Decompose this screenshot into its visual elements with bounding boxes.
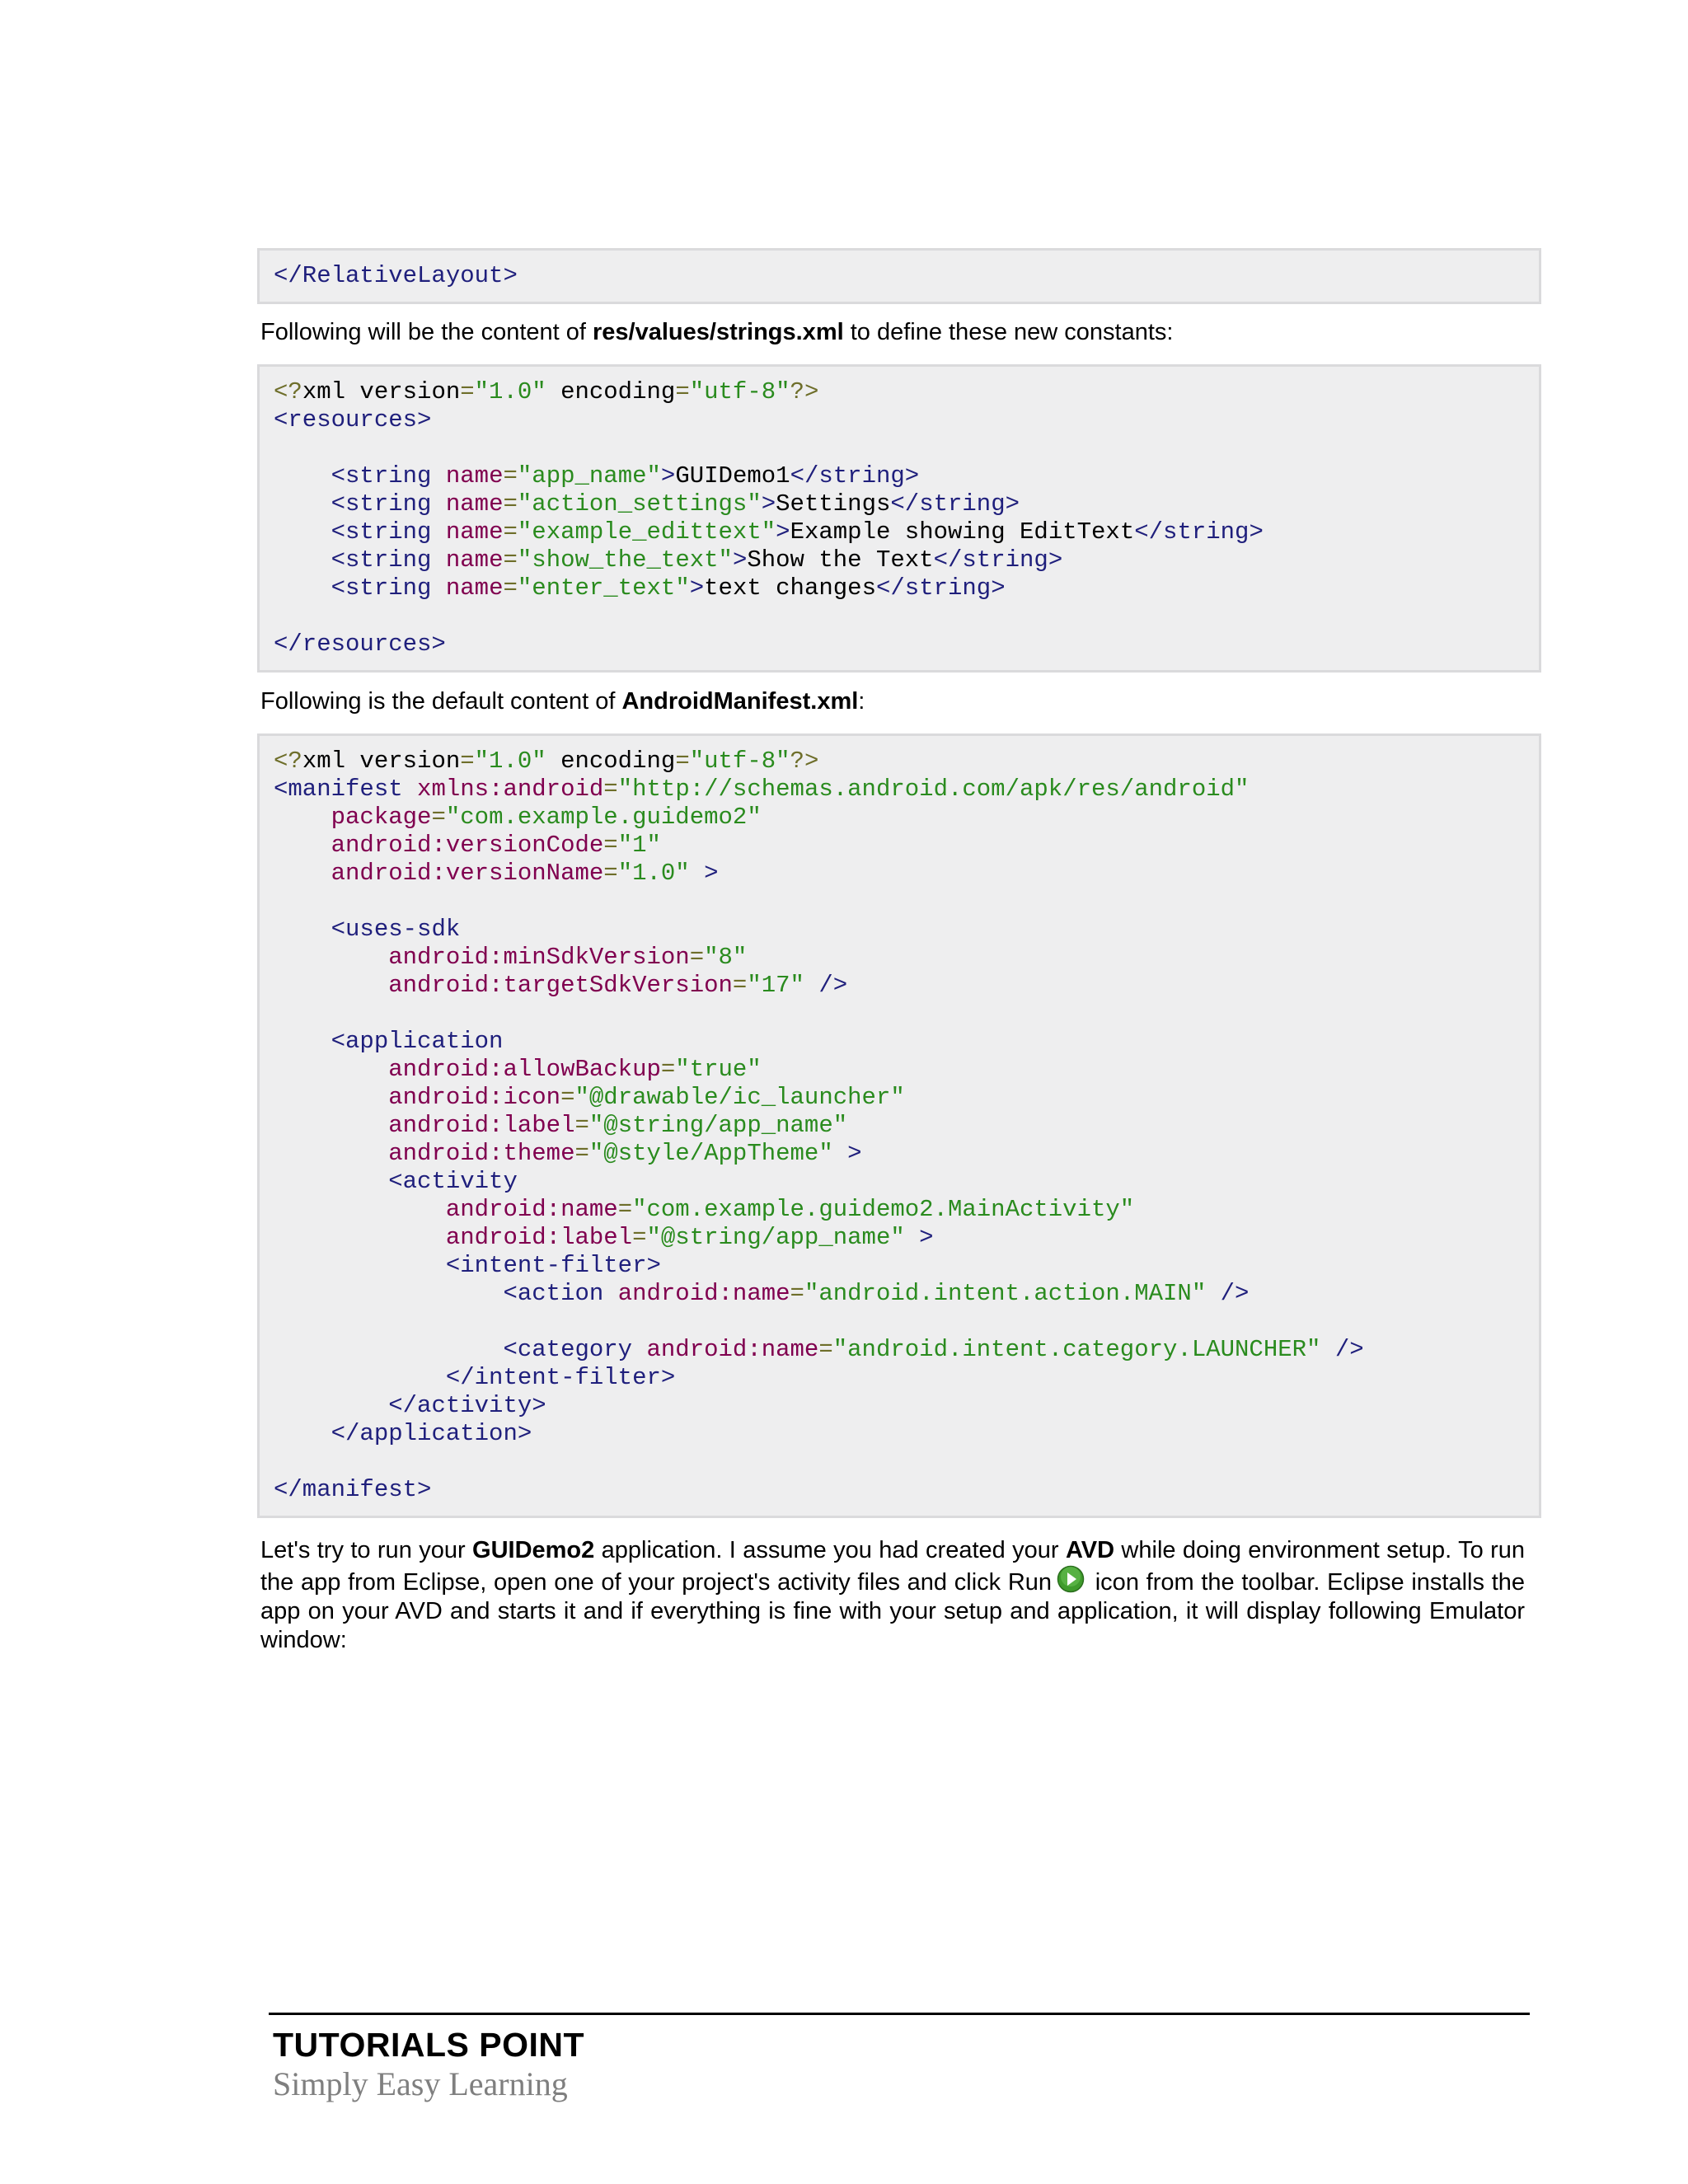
code-token: "show_the_text" xyxy=(517,546,733,574)
code-token: = xyxy=(617,1196,633,1223)
code-line xyxy=(274,804,1525,832)
run-icon xyxy=(1057,1565,1085,1593)
code-token: </string> xyxy=(890,490,1020,518)
code-token: = xyxy=(675,748,690,775)
paragraph-strings-intro xyxy=(260,318,1525,347)
code-token: <string xyxy=(331,518,432,546)
code-token: android:versionName xyxy=(331,860,604,887)
paragraph-text: Following will be the content of xyxy=(260,319,593,345)
code-token: <application xyxy=(331,1028,504,1055)
code-line xyxy=(274,1308,1525,1336)
code-token: Show the Text xyxy=(747,546,934,574)
code-line xyxy=(274,1196,1525,1224)
paragraph-run-app xyxy=(260,1536,1525,1655)
code-block-androidmanifest-xml xyxy=(257,733,1541,1518)
code-token: </activity> xyxy=(388,1392,546,1419)
code-token: <resources> xyxy=(274,406,432,434)
code-token: name xyxy=(445,462,504,490)
code-token: android:name xyxy=(445,1196,618,1223)
code-line xyxy=(274,574,1525,602)
code-token: android:minSdkVersion xyxy=(388,944,690,971)
code-token: name xyxy=(445,518,504,546)
code-token: > xyxy=(704,860,719,887)
paragraph-text: icon from the toolbar. Eclipse installs the app on your AVD and starts it and if everything is fine with your setup and application, it will display following Emulator window: xyxy=(260,1569,1526,1653)
code-token xyxy=(431,490,445,518)
code-token xyxy=(274,1280,503,1307)
code-token: = xyxy=(732,972,748,999)
avd-term: AVD xyxy=(1065,1537,1115,1563)
code-token: ?> xyxy=(790,378,819,405)
code-token: package xyxy=(331,804,432,831)
code-token xyxy=(431,518,445,546)
code-token: android:theme xyxy=(388,1140,575,1167)
code-token: <string xyxy=(331,462,432,490)
code-token: "com.example.guidemo2.MainActivity" xyxy=(632,1196,1135,1223)
code-token: name xyxy=(445,490,504,518)
code-token: = xyxy=(660,1056,676,1083)
code-token: > xyxy=(776,518,790,546)
code-token: = xyxy=(603,776,618,803)
code-token: "android.intent.action.MAIN" xyxy=(804,1280,1207,1307)
code-token: name xyxy=(445,574,504,602)
code-token: "1.0" xyxy=(617,860,690,887)
code-token: = xyxy=(503,462,518,490)
code-line xyxy=(274,1112,1525,1140)
code-token xyxy=(274,1168,388,1195)
code-token: = xyxy=(574,1112,589,1139)
code-line xyxy=(274,972,1525,1000)
code-token: "@string/app_name" xyxy=(646,1224,905,1251)
code-token xyxy=(274,1056,388,1083)
code-token xyxy=(274,1196,446,1223)
code-token: = xyxy=(560,1084,575,1111)
code-token xyxy=(1206,1280,1220,1307)
code-token: = xyxy=(790,1280,804,1307)
code-token: = xyxy=(818,1336,833,1363)
code-token: name xyxy=(445,546,504,574)
code-line xyxy=(274,546,1525,574)
code-token: "android.intent.category.LAUNCHER" xyxy=(832,1336,1321,1363)
code-token xyxy=(274,574,331,602)
code-line xyxy=(274,602,1525,630)
code-token: xmlns:android xyxy=(417,776,604,803)
code-token: "action_settings" xyxy=(517,490,762,518)
code-token: xml version xyxy=(302,378,461,405)
code-token: </string> xyxy=(1134,518,1264,546)
code-token: = xyxy=(689,944,705,971)
code-token: <activity xyxy=(388,1168,518,1195)
code-token: ?> xyxy=(790,748,819,775)
code-token: </string> xyxy=(790,462,920,490)
code-token: "http://schemas.android.com/apk/res/android" xyxy=(617,776,1250,803)
code-line xyxy=(274,776,1525,804)
code-token xyxy=(431,462,445,490)
code-token xyxy=(274,1084,388,1111)
paragraph-text: Let's try to run your xyxy=(260,1537,473,1563)
code-token xyxy=(603,1280,617,1307)
code-token: = xyxy=(603,860,618,887)
code-token xyxy=(274,916,331,943)
code-token: = xyxy=(460,748,475,775)
code-token: </resources> xyxy=(274,630,446,658)
code-token: </RelativeLayout> xyxy=(274,262,518,289)
code-token: "true" xyxy=(675,1056,762,1083)
code-token: "@drawable/ic_launcher" xyxy=(574,1084,905,1111)
code-token: = xyxy=(503,546,518,574)
code-token: = xyxy=(574,1140,589,1167)
code-token: /> xyxy=(1220,1280,1250,1307)
code-token: <uses-sdk xyxy=(331,916,461,943)
code-token xyxy=(274,462,331,490)
code-token: "enter_text" xyxy=(517,574,690,602)
code-token xyxy=(632,1336,646,1363)
code-token: > xyxy=(660,462,676,490)
code-line xyxy=(274,860,1525,888)
code-token xyxy=(274,832,331,859)
code-token: <? xyxy=(274,378,302,405)
code-line xyxy=(274,832,1525,860)
code-token: = xyxy=(503,518,518,546)
code-token: android:versionCode xyxy=(331,832,604,859)
code-line xyxy=(274,916,1525,944)
code-line xyxy=(274,630,1525,658)
code-line xyxy=(274,1364,1525,1392)
code-token: </string> xyxy=(875,574,1006,602)
code-token xyxy=(690,860,704,887)
code-token: "@string/app_name" xyxy=(588,1112,848,1139)
code-token xyxy=(274,944,388,971)
code-line xyxy=(274,1224,1525,1252)
code-token xyxy=(1320,1336,1334,1363)
code-token xyxy=(274,804,331,831)
paragraph-text: : xyxy=(858,688,865,715)
code-token: = xyxy=(460,378,475,405)
code-token: android:name xyxy=(646,1336,819,1363)
code-line xyxy=(274,1476,1525,1504)
paragraph-text: Following is the default content of xyxy=(260,688,622,715)
code-token xyxy=(274,1392,388,1419)
code-line xyxy=(274,1168,1525,1196)
code-line xyxy=(274,1392,1525,1420)
code-line xyxy=(274,1056,1525,1084)
code-line xyxy=(274,406,1525,434)
code-token: > xyxy=(689,574,705,602)
code-token: encoding xyxy=(546,378,676,405)
code-token: /> xyxy=(818,972,848,999)
code-token: android:allowBackup xyxy=(388,1056,661,1083)
code-token: </string> xyxy=(933,546,1063,574)
code-token: <action xyxy=(503,1280,604,1307)
code-token xyxy=(274,1028,331,1055)
code-line xyxy=(274,434,1525,462)
code-token: "utf-8" xyxy=(689,378,790,405)
code-line xyxy=(274,748,1525,776)
footer-divider xyxy=(269,2013,1530,2015)
code-token: > xyxy=(847,1140,862,1167)
code-token: = xyxy=(503,490,518,518)
code-token: "@style/AppTheme" xyxy=(588,1140,833,1167)
code-line xyxy=(274,1420,1525,1448)
code-token xyxy=(274,490,331,518)
code-token: GUIDemo1 xyxy=(675,462,790,490)
code-token: "example_edittext" xyxy=(517,518,776,546)
code-token: "utf-8" xyxy=(689,748,790,775)
code-token: "17" xyxy=(747,972,804,999)
code-token: android:icon xyxy=(388,1084,561,1111)
code-line xyxy=(274,1084,1525,1112)
code-block-relativelayout-end xyxy=(257,248,1541,304)
code-token: android:label xyxy=(388,1112,575,1139)
code-token: "1" xyxy=(617,832,661,859)
code-token xyxy=(274,1112,388,1139)
code-line xyxy=(274,490,1525,518)
code-token: <string xyxy=(331,546,432,574)
code-token: > xyxy=(919,1224,934,1251)
code-token xyxy=(274,1224,446,1251)
code-token xyxy=(833,1140,847,1167)
code-line xyxy=(274,1280,1525,1308)
code-token xyxy=(274,518,331,546)
code-line xyxy=(274,1252,1525,1280)
code-line xyxy=(274,1140,1525,1168)
code-token xyxy=(274,1140,388,1167)
code-line xyxy=(274,262,1525,290)
code-token: encoding xyxy=(546,748,676,775)
code-token xyxy=(905,1224,919,1251)
code-token: > xyxy=(732,546,748,574)
code-token xyxy=(804,972,818,999)
code-line xyxy=(274,1000,1525,1028)
code-token: "8" xyxy=(704,944,748,971)
code-token xyxy=(274,860,331,887)
code-token: /> xyxy=(1334,1336,1364,1363)
code-token xyxy=(431,546,445,574)
code-line xyxy=(274,888,1525,916)
paragraph-text: to define these new constants: xyxy=(843,319,1174,345)
code-token: "com.example.guidemo2" xyxy=(445,804,762,831)
footer-brand: TUTORIALS POINT xyxy=(273,2026,585,2064)
code-token: = xyxy=(431,804,446,831)
code-token: android:label xyxy=(445,1224,633,1251)
code-token: </application> xyxy=(331,1420,532,1447)
code-token xyxy=(274,1364,446,1391)
code-token: <? xyxy=(274,748,302,775)
code-token: <manifest xyxy=(274,776,403,803)
code-token xyxy=(274,972,388,999)
code-token: "1.0" xyxy=(474,378,546,405)
code-token: <category xyxy=(503,1336,633,1363)
paragraph-manifest-intro xyxy=(260,687,1525,716)
paragraph-text: application. I assume you had created your xyxy=(594,1537,1066,1563)
code-token xyxy=(274,546,331,574)
code-token: <string xyxy=(331,574,432,602)
code-line xyxy=(274,1448,1525,1476)
code-token xyxy=(274,1420,331,1447)
code-token: text changes xyxy=(704,574,876,602)
filename-strings-xml: res/values/strings.xml xyxy=(593,319,844,345)
code-token xyxy=(403,776,417,803)
code-token: Example showing EditText xyxy=(790,518,1135,546)
code-token: = xyxy=(632,1224,647,1251)
footer-tagline: Simply Easy Learning xyxy=(273,2065,568,2102)
code-token xyxy=(274,1336,503,1363)
code-token: </intent-filter> xyxy=(445,1364,676,1391)
code-token xyxy=(431,574,445,602)
code-token: > xyxy=(761,490,776,518)
code-line xyxy=(274,378,1525,406)
code-token: <string xyxy=(331,490,432,518)
code-block-strings-xml xyxy=(257,364,1541,673)
paragraph-text: while doing environment setup. To run the app from Eclipse, open one of your project's activity files and click Run xyxy=(260,1537,1525,1596)
app-name-guidemo2: GUIDemo2 xyxy=(472,1537,595,1563)
code-line xyxy=(274,462,1525,490)
code-line xyxy=(274,1336,1525,1364)
code-line xyxy=(274,518,1525,546)
code-token xyxy=(274,1252,446,1279)
code-token: "1.0" xyxy=(474,748,546,775)
code-token: xml version xyxy=(302,748,461,775)
code-token: <intent-filter> xyxy=(445,1252,661,1279)
code-line xyxy=(274,1028,1525,1056)
code-token: android:name xyxy=(617,1280,790,1307)
code-token: = xyxy=(503,574,518,602)
code-line xyxy=(274,944,1525,972)
code-token: </manifest> xyxy=(274,1476,432,1503)
code-token: "app_name" xyxy=(517,462,661,490)
filename-androidmanifest-xml: AndroidManifest.xml xyxy=(621,688,859,715)
code-token: Settings xyxy=(776,490,891,518)
code-token: = xyxy=(603,832,618,859)
code-token: = xyxy=(675,378,690,405)
code-token: android:targetSdkVersion xyxy=(388,972,733,999)
